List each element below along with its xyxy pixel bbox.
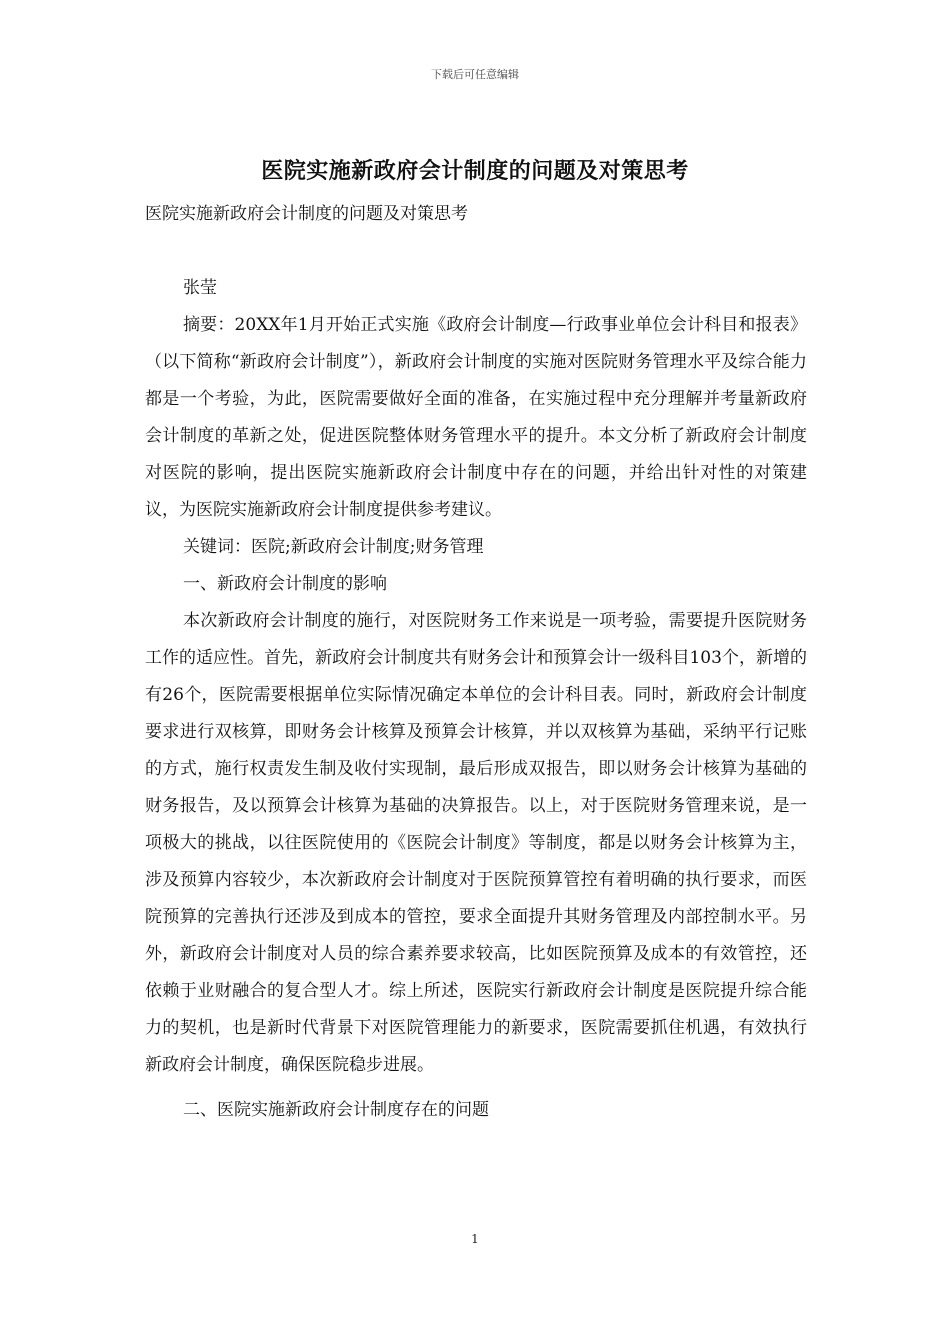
abstract-paragraph: 摘要：20XX年1月开始正式实施《政府会计制度—行政事业单位会计科目和报表》（以下简称“新政府会计制度”），新政府会计制度的实施对医院财务管理水平及综合能力都是一个考验，为此，医院需要做好全面的准备，在实施过程中充分理解并考量新政府会计制度的革新之处，促进医院整体财务管理水平的提升。本文分析了新政府会计制度对医院的影响，提出医院实施新政府会计制度中存在的问题，并给出针对性的对策建议，为医院实施新政府会计制度提供参考建议。 (145, 315, 807, 520)
document-title: 医院实施新政府会计制度的问题及对策思考 (261, 158, 689, 184)
section-heading-2: 二、医院实施新政府会计制度存在的问题 (183, 1100, 489, 1120)
paragraph-spacer (145, 1084, 807, 1092)
document-subtitle: 医院实施新政府会计制度的问题及对策思考 (145, 204, 468, 224)
document-body (145, 196, 807, 1129)
page-number: 1 (471, 1232, 479, 1246)
author-name: 张莹 (183, 278, 217, 298)
keywords-line: 关键词：医院;新政府会计制度;财务管理 (183, 537, 484, 557)
section-1-paragraph: 本次新政府会计制度的施行，对医院财务工作来说是一项考验，需要提升医院财务工作的适应性。首先，新政府会计制度共有财务会计和预算会计一级科目103个，新增的有26个，医院需要根据单位实际情况确定本单位的会计科目表。同时，新政府会计制度要求进行双核算，即财务会计核算及预算会计核算，并以双核算为基础，采纳平行记账的方式，施行权责发生制及收付实现制，最后形成双报告，即以财务会计核算为基础的财务报告，及以预算会计核算为基础的决算报告。以上，对于医院财务管理来说，是一项极大的挑战，以往医院使用的《医院会计制度》等制度，都是以财务会计核算为主，涉及预算内容较少，本次新政府会计制度对于医院预算管控有着明确的执行要求，而医院预算的完善执行还涉及到成本的管控，要求全面提升其财务管理及内部控制水平。另外，新政府会计制度对人员的综合素养要求较高，比如医院预算及成本的有效管控，还依赖于业财融合的复合型人才。综上所述，医院实行新政府会计制度是医院提升综合能力的契机，也是新时代背景下对医院管理能力的新要求，医院需要抓住机遇，有效执行新政府会计制度，确保医院稳步进展。 (145, 611, 807, 1075)
header-note: 下载后可任意编辑 (431, 68, 519, 81)
section-heading-1: 一、新政府会计制度的影响 (183, 574, 387, 594)
